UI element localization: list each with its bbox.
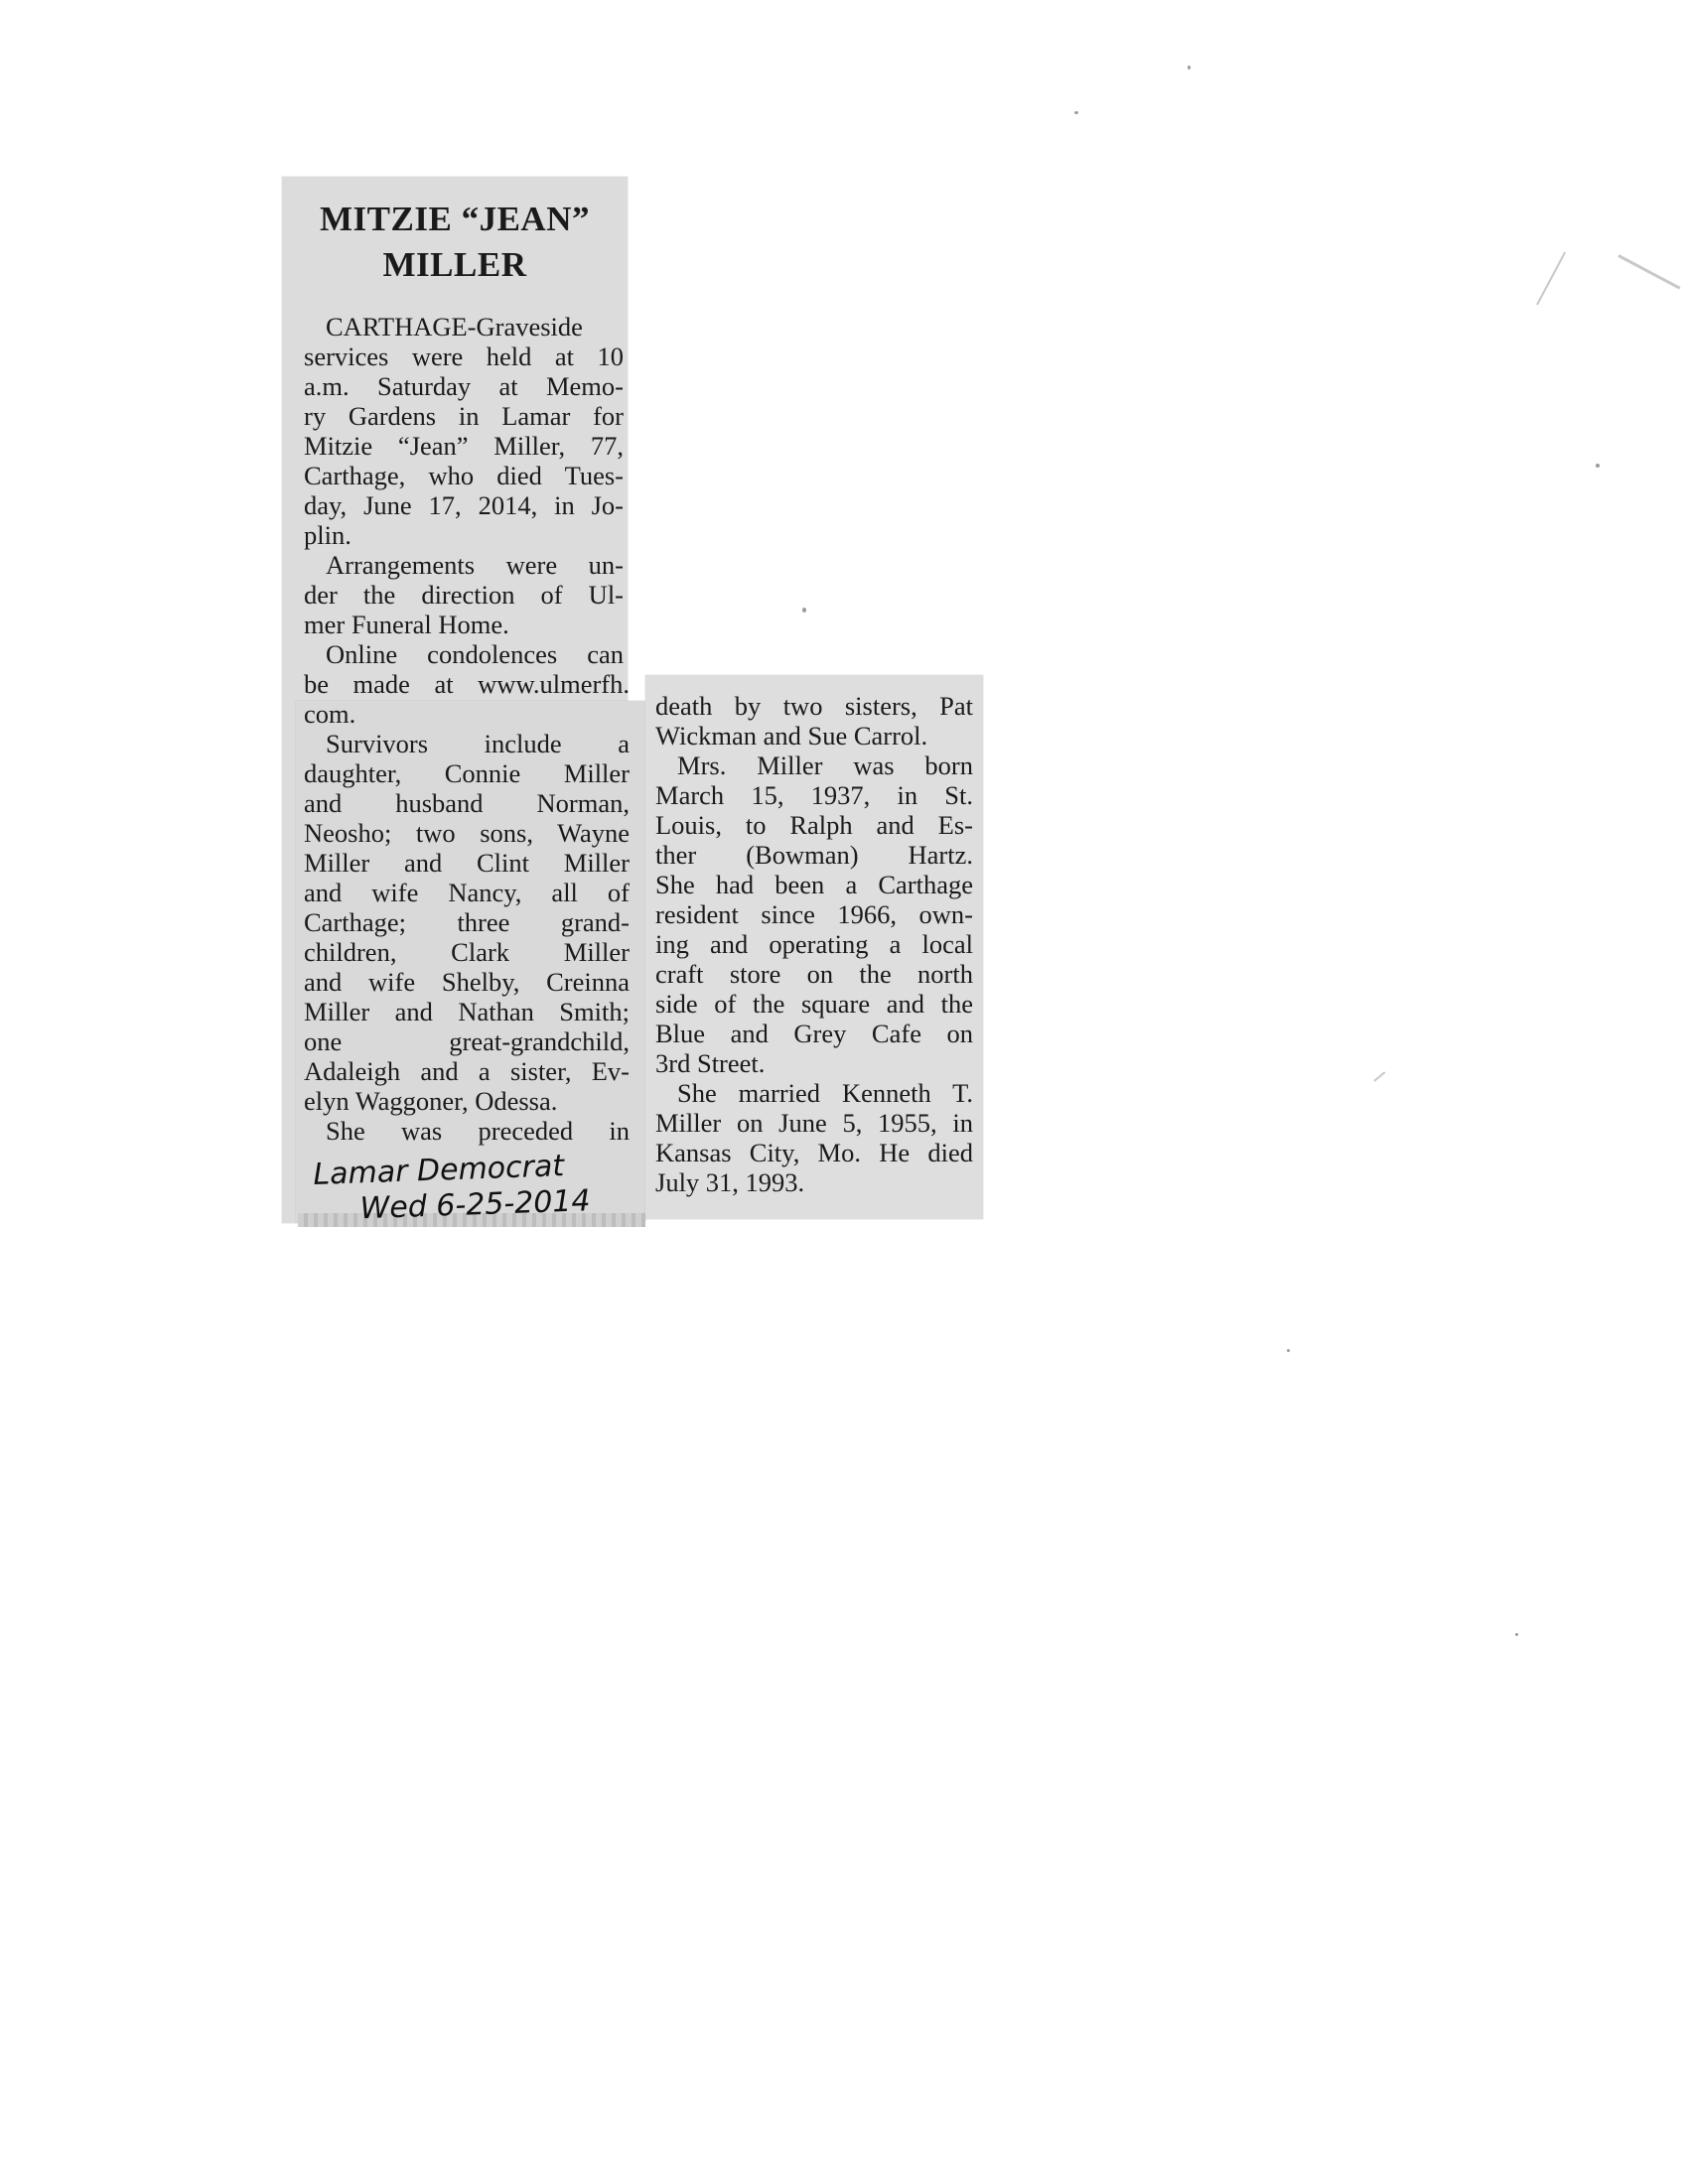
text-line: death by two sisters, Pat <box>655 691 973 721</box>
headline-line: MILLER <box>382 245 527 284</box>
obituary-column-2 <box>655 691 973 1197</box>
text-line: Louis, to Ralph and Es- <box>655 810 973 840</box>
text-line: Carthage, who died Tues- <box>304 461 624 490</box>
text-line: Mitzie “Jean” Miller, 77, <box>304 431 624 461</box>
scan-speck <box>1074 111 1078 114</box>
text-line: der the direction of Ul- <box>304 580 624 610</box>
text-line: services were held at 10 <box>304 341 624 371</box>
handwritten-date: Wed 6-25-2014 <box>359 1183 592 1227</box>
text-line: day, June 17, 2014, in Jo- <box>304 490 624 520</box>
text-line: ther (Bowman) Hartz. <box>655 840 973 870</box>
scan-speck <box>1188 66 1191 69</box>
text-line: and husband Norman, <box>304 788 630 818</box>
text-line: She had been a Carthage <box>655 870 973 899</box>
scan-speck <box>1515 1633 1518 1636</box>
text-line: children, Clark Miller <box>304 937 630 967</box>
text-line: and wife Shelby, Creinna <box>304 967 630 997</box>
text-line: CARTHAGE-Graveside <box>326 312 583 341</box>
text-line: March 15, 1937, in St. <box>655 780 973 810</box>
text-line: a.m. Saturday at Memo- <box>304 371 624 401</box>
obituary-headline <box>282 197 628 288</box>
scan-speck <box>1287 1349 1290 1352</box>
handwritten-note <box>313 1146 652 1229</box>
text-line: daughter, Connie Miller <box>304 758 630 788</box>
text-line: resident since 1966, own- <box>655 899 973 929</box>
text-line: Arrangements were un- <box>326 550 624 580</box>
text-line: Adaleigh and a sister, Ev- <box>304 1056 630 1086</box>
scan-streak <box>1373 1071 1385 1082</box>
text-line: and wife Nancy, all of <box>304 878 630 907</box>
obituary-column-1-top <box>304 312 624 669</box>
text-line: plin. <box>304 520 352 550</box>
text-line: Neosho; two sons, Wayne <box>304 818 630 848</box>
text-line: elyn Waggoner, Odessa. <box>304 1086 558 1116</box>
text-line: com. <box>304 699 356 729</box>
text-line: Miller and Nathan Smith; <box>304 997 630 1026</box>
text-line: Wickman and Sue Carrol. <box>655 721 928 751</box>
text-line: Carthage; three grand- <box>304 907 630 937</box>
scan-speck <box>1596 464 1600 468</box>
text-line: mer Funeral Home. <box>304 610 509 639</box>
text-line: ry Gardens in Lamar for <box>304 401 624 431</box>
text-line: Kansas City, Mo. He died <box>655 1138 973 1167</box>
text-line: Miller and Clint Miller <box>304 848 630 878</box>
handwritten-publication: Lamar Democrat <box>312 1149 565 1192</box>
text-line: side of the square and the <box>655 989 973 1019</box>
text-line: 3rd Street. <box>655 1048 766 1078</box>
headline-line: MITZIE “JEAN” <box>320 200 590 238</box>
text-line: She was preceded in <box>326 1116 630 1146</box>
text-line: July 31, 1993. <box>655 1167 805 1197</box>
text-line: one great-grandchild, <box>304 1026 630 1056</box>
scan-speck <box>802 608 806 613</box>
text-line: ing and operating a local <box>655 929 973 959</box>
text-line: Online condolences can <box>326 639 624 669</box>
text-line: Survivors include a <box>326 729 630 758</box>
text-line: She married Kenneth T. <box>677 1078 973 1108</box>
obituary-column-1-bottom <box>304 669 630 1146</box>
text-line: Miller on June 5, 1955, in <box>655 1108 973 1138</box>
text-line: Mrs. Miller was born <box>677 751 973 780</box>
text-line: craft store on the north <box>655 959 973 989</box>
text-line: Blue and Grey Cafe on <box>655 1019 973 1048</box>
scan-streak <box>1536 252 1566 306</box>
text-line: be made at www.ulmerfh. <box>304 669 630 699</box>
scan-streak <box>1618 254 1680 290</box>
